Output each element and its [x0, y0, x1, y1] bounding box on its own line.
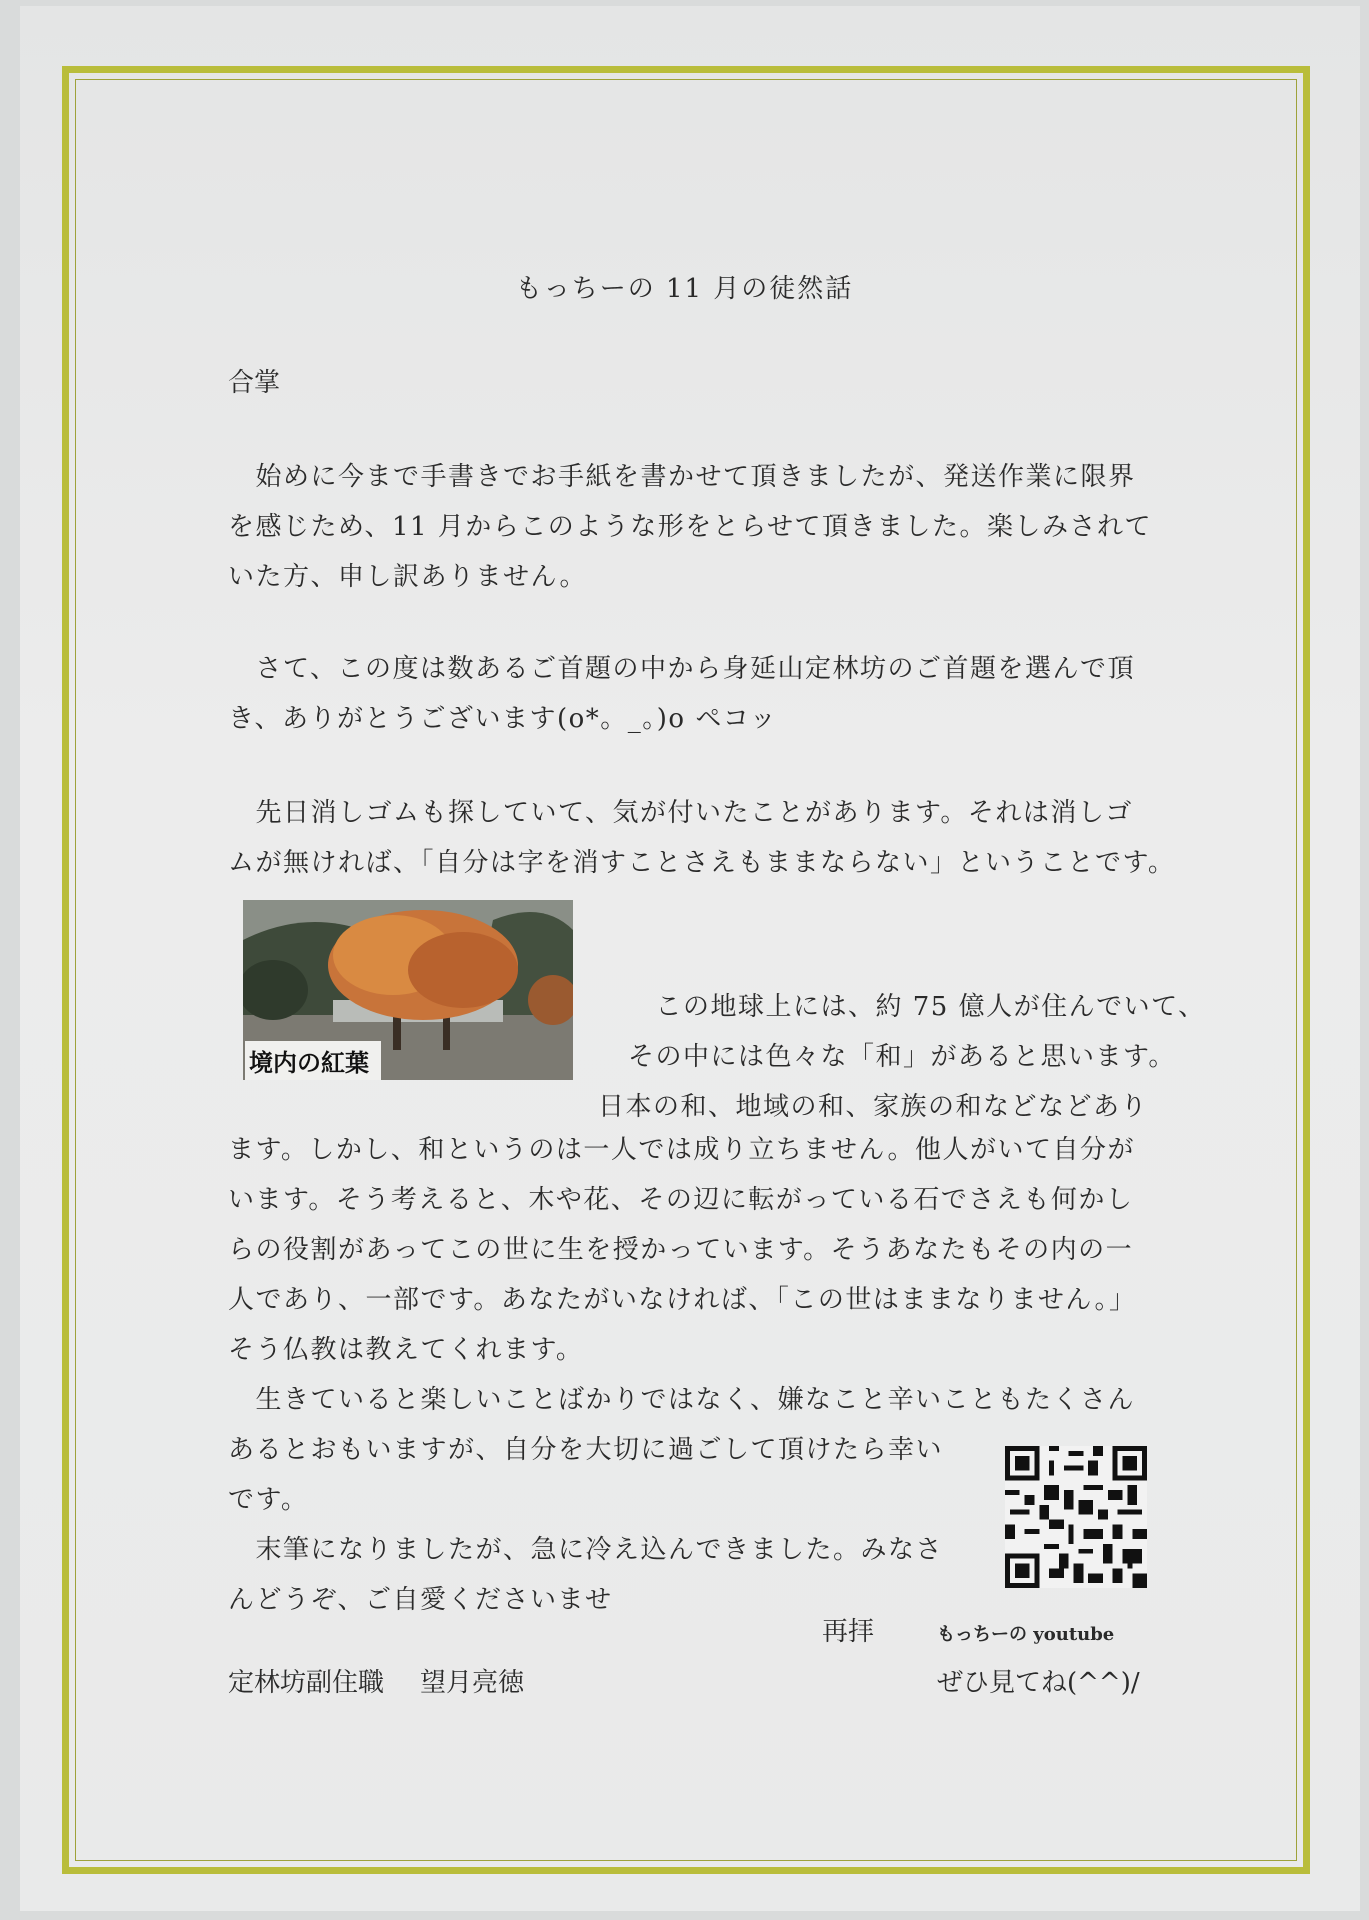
text-line: あるとおもいますが、自分を大切に過ごして頂けたら幸い [228, 1435, 944, 1465]
text-line: 先日消しゴムも探していて、気が付いたことがあります。それは消しゴ [228, 798, 1133, 828]
signature-role: 定林坊副住職 [228, 1668, 385, 1698]
paragraph-harmony-side [598, 982, 1206, 1132]
text-line: んどうぞ、ご自愛くださいませ [228, 1585, 613, 1615]
text-line: です。 [228, 1485, 309, 1515]
text-line: らの役割があってこの世に生を授かっています。そうあなたもその内の一 [228, 1235, 1134, 1265]
paragraph-thanks [228, 644, 1135, 744]
text-line: 末筆になりましたが、急に冷え込んできました。みなさ [228, 1535, 944, 1565]
closing-word: 再拝 [822, 1617, 875, 1647]
text-line: いた方、申し訳ありません。 [228, 562, 588, 592]
qr-code-icon [1005, 1446, 1147, 1588]
text-line: 日本の和、地域の和、家族の和などなどあり [598, 1092, 1149, 1122]
paragraph-eraser [228, 788, 1175, 888]
photo-caption: 境内の紅葉 [245, 1041, 381, 1080]
greeting: 合掌 [228, 368, 281, 398]
maple-photo [243, 900, 573, 1080]
youtube-note: ぜひ見てね(^^)/ [937, 1668, 1140, 1698]
text-line: 生きていると楽しいことばかりではなく、嫌なこと辛いこともたくさん [228, 1385, 1135, 1415]
paragraph-harmony [228, 1125, 1136, 1625]
text-line: き、ありがとうございます(o*。_。)o ペコッ [228, 704, 778, 734]
text-line: ムが無ければ、「自分は字を消すことさえもままならない」ということです。 [228, 848, 1176, 878]
text-line: ます。しかし、和というのは一人では成り立ちません。他人がいて自分が [228, 1135, 1135, 1165]
text-line: います。そう考えると、木や花、その辺に転がっている石でさえも何かし [228, 1185, 1134, 1215]
letter-title: もっちーの 11 月の徒然話 [515, 274, 854, 304]
youtube-qr-code[interactable] [1005, 1446, 1147, 1588]
youtube-label: もっちーの youtube [937, 1624, 1115, 1645]
text-line: を感じため、11 月からこのような形をとらせて頂きました。楽しみされて [228, 512, 1153, 542]
text-line: 人であり、一部です。あなたがいなければ、「この世はままなりません。」 [228, 1285, 1137, 1315]
paragraph-intro [228, 452, 1152, 602]
text-line: その中には色々な「和」があると思います。 [628, 1042, 1176, 1072]
signature-name: 望月亮徳 [420, 1668, 525, 1698]
text-line: この地球上には、約 75 億人が住んでいて、 [628, 992, 1206, 1022]
text-line: そう仏教は教えてくれます。 [228, 1335, 584, 1365]
text-line: さて、この度は数あるご首題の中から身延山定林坊のご首題を選んで頂 [228, 654, 1135, 684]
text-line: 始めに今まで手書きでお手紙を書かせて頂きましたが、発送作業に限界 [228, 462, 1136, 492]
